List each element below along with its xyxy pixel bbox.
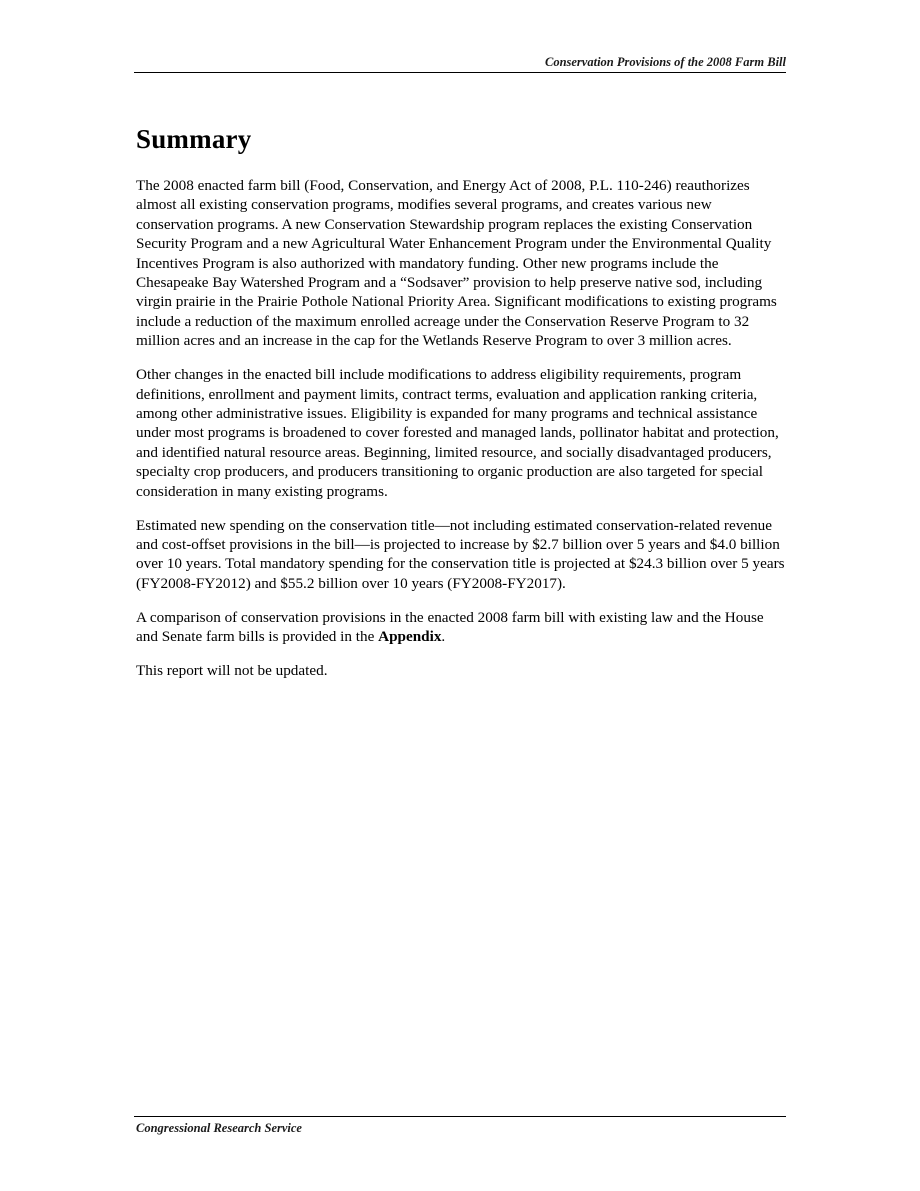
footer-divider xyxy=(134,1116,786,1117)
page-title: Summary xyxy=(136,124,252,154)
summary-paragraph-1: The 2008 enacted farm bill (Food, Conservation, and Energy Act of 2008, P.L. 110-246) reauthorizes almost all existing conservation programs, modifies several programs, and creates various new conservation programs. A new Conservation Stewardship program replaces the existing Conservation Security Program and a new Agricultural Water Enhancement Program under the Environmental Quality Incentives Program is also authorized with mandatory funding. Other new programs include the Chesapeake Bay Watershed Program and a “Sodsaver” provision to help preserve native sod, including virgin prairie in the Prairie Pothole National Priority Area. Significant modifications to existing programs include a reduction of the maximum enrolled acreage under the Conservation Reserve Program to 32 million acres and an increase in the cap for the Wetlands Reserve Program to over 3 million acres. xyxy=(136,177,777,350)
summary-paragraph-3: Estimated new spending on the conservation title—not including estimated conservation-related revenue and cost-offset provisions in the bill—is projected to increase by $2.7 billion over 5 years and $4.0 billion over 10 years. Total mandatory spending for the conservation title is projected at $24.3 billion over 5 years (FY2008-FY2012) and $55.2 billion over 10 years (FY2008-FY2017). xyxy=(136,516,785,592)
summary-paragraph-4 xyxy=(136,608,788,647)
comparison-text: A comparison of conservation provisions in the enacted 2008 farm bill with existing law and the House and Senate farm bills is provided in the xyxy=(136,608,764,646)
appendix-link[interactable]: Appendix xyxy=(378,628,442,646)
running-footer-publisher: Congressional Research Service xyxy=(136,1121,302,1135)
summary-paragraph-2: Other changes in the enacted bill include modifications to address eligibility requirements, program definitions, enrollment and payment limits, contract terms, evaluation and application ranking criteria, among other administrative issues. Eligibility is expanded for many programs and technical assistance under most programs is broadened to cover forested and managed lands, pollinator habitat and protection, and identified natural resource areas. Beginning, limited resource, and socially disadvantaged producers, specialty crop producers, and producers transitioning to organic production are also targeted for special consideration in many existing programs. xyxy=(136,366,779,500)
running-header-title: Conservation Provisions of the 2008 Farm Bill xyxy=(544,55,786,69)
comparison-text-end: . xyxy=(441,628,446,646)
update-note: This report will not be updated. xyxy=(136,661,328,679)
header-divider xyxy=(134,72,786,73)
summary-body xyxy=(136,176,788,695)
